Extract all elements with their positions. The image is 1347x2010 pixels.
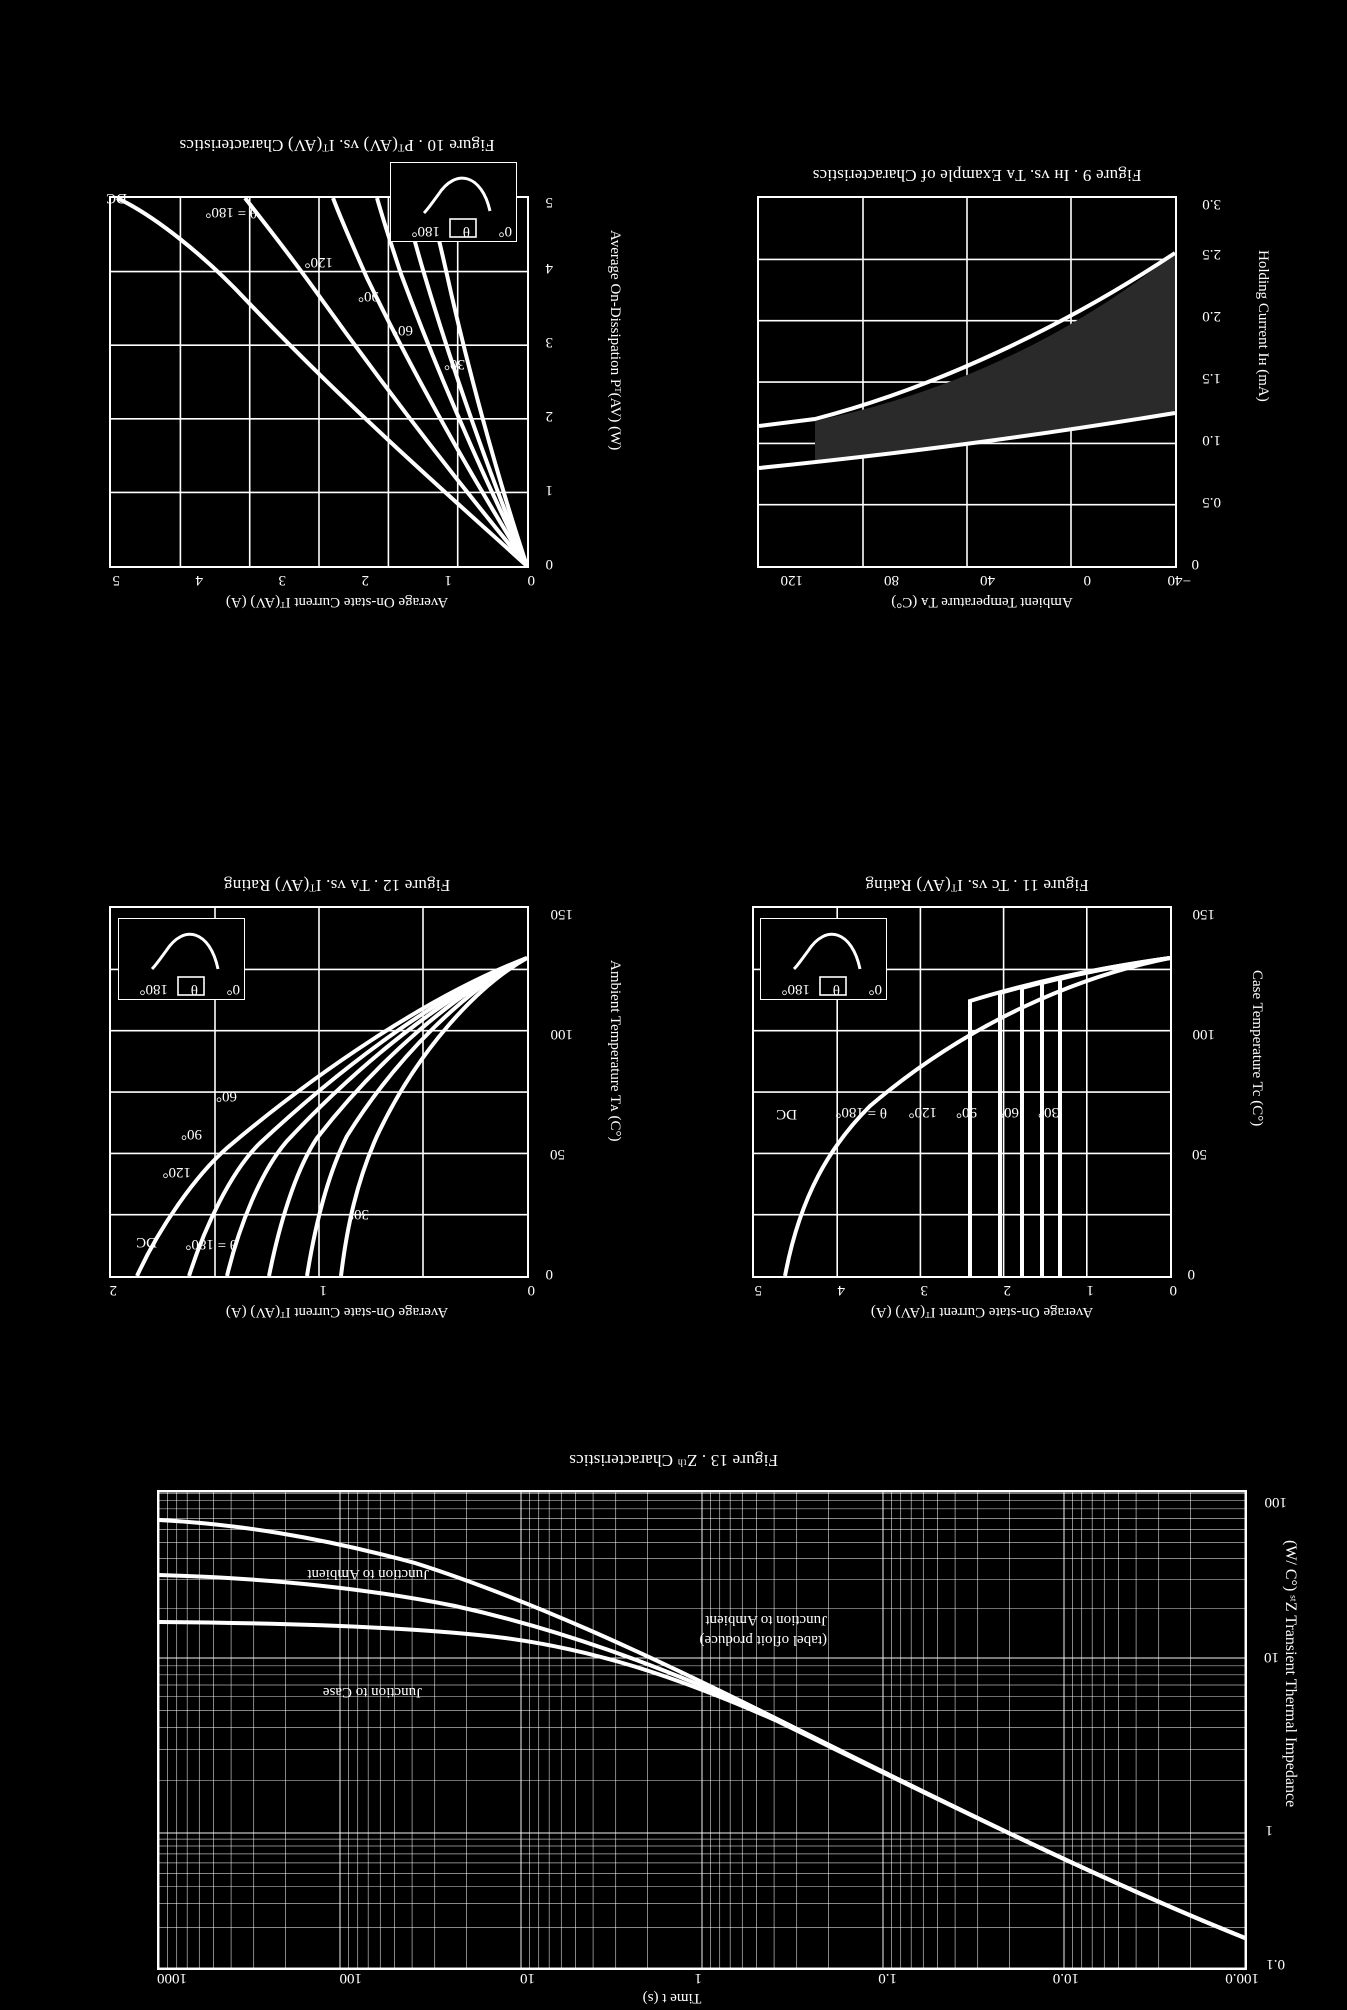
fig9-xtick-4: 120	[780, 572, 803, 588]
fig9-y-axis-label: Holding Current Iʜ (mA)	[1255, 250, 1271, 402]
fig10-label-dc: DC	[106, 190, 127, 206]
fig10-xtick-0: 0	[527, 572, 535, 588]
fig12-ytick-0: 0	[545, 1266, 553, 1282]
fig9-ytick-1: 0.5	[1202, 494, 1221, 510]
fig12-label-30: 30°	[348, 1206, 369, 1222]
fig12-inset-label-theta: θ	[190, 981, 198, 997]
fig12-ytick-2: 100	[550, 1026, 573, 1042]
fig10-xtick-2: 2	[361, 572, 369, 588]
fig11-ytick-1: 50	[1192, 1146, 1207, 1162]
fig9-plot-area	[757, 196, 1177, 568]
fig11-xtick-4: 4	[837, 1282, 845, 1298]
fig10-ytick-4: 4	[545, 260, 553, 276]
fig11-ytick-2: 100	[1192, 1026, 1215, 1042]
fig9-ytick-6: 3.0	[1202, 196, 1221, 212]
fig11-label-180: θ = 180°	[835, 1104, 887, 1120]
fig13-ytick-3: 100	[1264, 1494, 1287, 1510]
figure-13	[0, 1390, 1347, 2010]
fig11-waveform-inset	[760, 918, 887, 1000]
figure-12	[17, 760, 657, 1320]
fig13-svg	[159, 1492, 1245, 1968]
fig10-label-60: 60°	[392, 322, 413, 338]
fig10-ytick-1: 1	[545, 482, 553, 498]
fig10-ytick-0: 0	[545, 556, 553, 572]
fig12-caption: Figure 12 . Tᴀ vs. Iᵀ(AV) Rating	[223, 876, 451, 895]
fig10-xtick-4: 4	[195, 572, 203, 588]
fig11-xtick-3: 3	[920, 1282, 928, 1298]
fig13-xtick-2: 1.0	[878, 1970, 897, 1986]
fig10-curve-120	[333, 198, 527, 566]
fig13-xtick-0: 100.0	[1225, 1970, 1259, 1986]
fig10-label-120: 120°	[304, 254, 333, 270]
fig11-ytick-0: 0	[1187, 1266, 1195, 1282]
fig13-xtick-4: 10	[520, 1970, 535, 1986]
fig9-svg	[759, 198, 1175, 566]
fig9-xtick-1: 0	[1083, 572, 1091, 588]
fig11-xtick-1: 1	[1086, 1282, 1094, 1298]
fig13-ytick-2: 10	[1264, 1649, 1279, 1665]
fig12-inset-label-0: 0°	[226, 981, 240, 997]
fig11-ytick-3: 150	[1192, 906, 1215, 922]
fig10-xtick-5: 5	[112, 572, 120, 588]
figure-11	[667, 760, 1287, 1320]
fig13-annotation-tabel-note: (tabel ofloit produce)	[699, 1632, 827, 1648]
fig12-xtick-0: 0	[527, 1282, 535, 1298]
fig12-ytick-3: 150	[550, 906, 573, 922]
fig9-ytick-4: 2.0	[1202, 308, 1221, 324]
fig10-inset-label-0: 0°	[498, 223, 512, 239]
fig13-y-axis-label: (W/ C°) ˢᵗZ Transient Thermal Impedance	[1282, 1540, 1299, 1808]
fig13-xtick-5: 100	[339, 1970, 362, 1986]
fig10-label-30: 30°	[444, 356, 465, 372]
fig10-ytick-2: 2	[545, 408, 553, 424]
fig12-label-120: 120°	[162, 1164, 191, 1180]
fig12-ytick-1: 50	[550, 1146, 565, 1162]
fig12-xtick-2: 2	[109, 1282, 117, 1298]
fig9-caption: Figure 9 . Iʜ vs. Tᴀ Example of Characteristics	[812, 166, 1142, 185]
fig11-inset-label-theta: θ	[832, 981, 840, 997]
fig10-xtick-3: 3	[278, 572, 286, 588]
fig12-label-90: 90°	[181, 1126, 202, 1142]
fig13-xtick-6: 1000	[157, 1970, 187, 1986]
figure-9	[667, 50, 1287, 610]
fig11-xtick-2: 2	[1003, 1282, 1011, 1298]
fig9-ytick-0: 0	[1191, 556, 1199, 572]
fig12-label-60: 60°	[216, 1088, 237, 1104]
fig13-xtick-1: 10.0	[1052, 1970, 1079, 1986]
fig12-inset-label-180: 180°	[139, 981, 168, 997]
fig9-ytick-5: 2.5	[1202, 246, 1221, 262]
fig9-ytick-2: 1.0	[1202, 432, 1221, 448]
fig10-x-axis-label: Average On-state Current Iᵀ(AV) (A)	[225, 594, 449, 610]
fig10-label-180: θ = 180°	[205, 204, 257, 220]
fig10-label-90: 90°	[358, 288, 379, 304]
fig13-plot-area	[157, 1490, 1247, 1970]
fig11-curve-30	[1060, 958, 1170, 1276]
fig11-label-120: 120°	[908, 1104, 937, 1120]
fig12-label-dc: DC	[136, 1234, 157, 1250]
fig10-waveform-inset	[390, 162, 517, 242]
fig13-caption: Figure 13 . Zᵗʰ Characteristics	[569, 1451, 778, 1470]
fig10-curve-180	[245, 198, 527, 566]
fig11-xtick-5: 5	[754, 1282, 762, 1298]
fig11-y-axis-label: Case Temperature Tc (C°)	[1249, 970, 1265, 1127]
fig12-xtick-1: 1	[319, 1282, 327, 1298]
fig10-plot-area	[109, 196, 529, 568]
fig12-waveform-inset	[118, 918, 245, 1000]
fig10-inset-label-theta: θ	[462, 223, 470, 239]
fig11-caption: Figure 11 . Tc vs. Iᵀ(AV) Rating	[865, 876, 1089, 895]
fig13-x-axis-label: Time t (s)	[642, 1990, 702, 2006]
fig13-ytick-0: 0.1	[1266, 1956, 1285, 1972]
fig9-x-axis-label: Ambient Temperature Tᴀ (C°)	[891, 594, 1073, 610]
fig13-annotation-junction-to-ambient-2: Junction to Ambient	[307, 1566, 429, 1582]
fig12-curve-60	[307, 958, 527, 1276]
fig10-xtick-1: 1	[444, 572, 452, 588]
fig11-label-30: 30°	[1038, 1104, 1059, 1120]
fig12-y-axis-label: Ambient Temperature Tᴀ (C°)	[607, 960, 623, 1142]
fig10-ytick-5: 5	[545, 194, 553, 210]
fig13-xtick-3: 1	[694, 1970, 702, 1986]
fig9-ytick-3: 1.5	[1202, 370, 1221, 386]
fig11-label-dc: DC	[776, 1106, 797, 1122]
fig12-curve-120	[227, 958, 527, 1276]
fig9-spread-band	[815, 253, 1175, 463]
fig10-caption: Figure 10 . Pᵀ(AV) vs. Iᵀ(AV) Characteristics	[179, 136, 495, 155]
fig11-inset-label-0: 0°	[868, 981, 882, 997]
fig10-y-axis-label: Average On-Dissipation Pᵀ(AV) (W)	[607, 230, 623, 451]
fig12-label-180: θ = 180°	[185, 1236, 237, 1252]
fig11-inset-label-180: 180°	[781, 981, 810, 997]
fig9-xtick-0: −40	[1167, 572, 1191, 588]
figure-10	[17, 50, 657, 610]
fig9-xtick-3: 80	[884, 572, 899, 588]
fig11-label-60: 60°	[998, 1104, 1019, 1120]
fig11-x-axis-label: Average On-state Current Iᵀ(AV) (A)	[870, 1304, 1094, 1320]
fig13-ytick-1: 1	[1265, 1822, 1273, 1838]
fig13-annotation-junction-to-case: Junction to Case	[322, 1684, 422, 1700]
fig10-inset-label-180: 180°	[411, 223, 440, 239]
fig13-annotation-junction-to-ambient: Junction to Ambient	[705, 1612, 827, 1628]
fig12-x-axis-label: Average On-state Current Iᵀ(AV) (A)	[225, 1304, 449, 1320]
fig10-ytick-3: 3	[545, 334, 553, 350]
fig11-xtick-0: 0	[1169, 1282, 1177, 1298]
fig9-xtick-2: 40	[980, 572, 995, 588]
fig11-label-90: 90°	[956, 1104, 977, 1120]
